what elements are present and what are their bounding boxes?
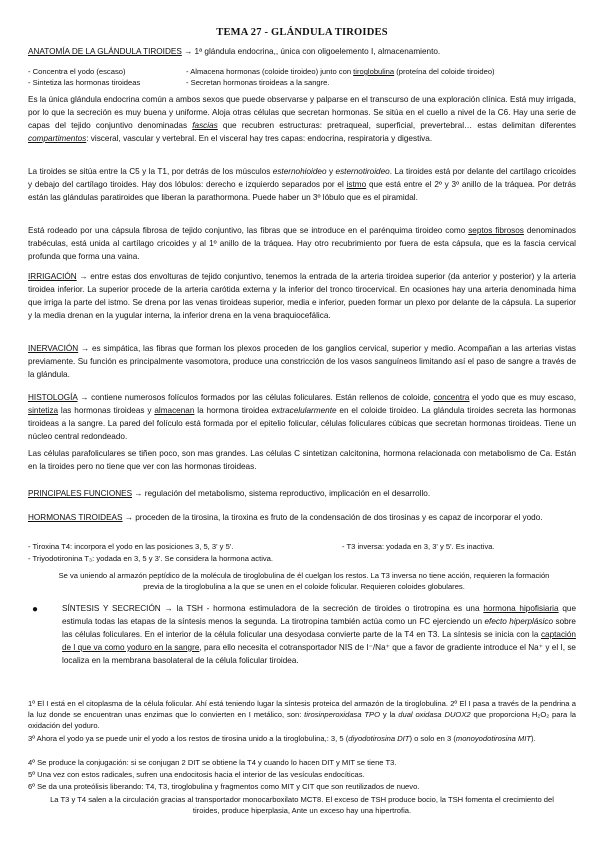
- sintetiza-term: sintetiza: [28, 405, 59, 415]
- paso-6: 6º Se da una proteólisis liberando: T4, T3, tiroglobulina y fragmentos como MIT y CIT que son reutilizados de nuevo.: [28, 782, 420, 791]
- almacenan-term: almacenan: [154, 405, 195, 415]
- histologia-text-d: la hormona tiroidea: [194, 405, 272, 415]
- hormona-t4: - Tiroxina T4: incorpora el yodo en las posiciones 3, 5, 3' y 5'.: [28, 542, 234, 551]
- irrigacion-text: → entre estas dos envolturas de tejido conjuntivo, tenemos la entrada de la arteria tiroidea superior (da anterior y posterior) y la arteria tiroidea inferior. La superior procede de la arteria carótida externa y la inferior del tronco tirocervical. En ocasiones hay una arteria denominada hima que irriga la parte del istmo. Se drena por las venas tiroideas superior, media e inferior, pueden formar un plexo por delante de la cápsula. La superior y la media drenan en la yugular interna, la inferior drena en la vena braquiocefálica.: [28, 272, 576, 320]
- paso-3-text-c: ).: [531, 734, 536, 743]
- irrigacion-section: [28, 271, 576, 323]
- efecto-hiperplasico-term: efecto hiperplásico: [484, 616, 553, 626]
- anatomia-p2-text-c: . La tiroides está por delante del cartílago cricoides y debajo del cartílago tiroides. Hay dos lóbulos: derecho e izquierdo separados por el: [28, 167, 576, 189]
- fascias-term: fascias: [192, 120, 218, 130]
- paso-1-text-b: y la: [380, 710, 399, 719]
- histologia-text-e: en el coloide tiroideo. La glándula tiroides secreta las hormonas tiroideas a la sangre. La pared del folículo está formada por el epitelio folicular, células foliculares cúbicas que secretan hormonas tiroideas. Tiene un núcleo central redondeado.: [28, 405, 577, 441]
- anatomia-bullet-4: - Secretan hormonas tiroideas a la sangre.: [186, 78, 330, 87]
- sintesis-text-c: sobre las células foliculares. En el interior de la célula folicular una desyodasa convierte parte de la T4 en T3. La síntesis se inicia con la: [62, 616, 576, 639]
- anatomia-p1-text-c: : visceral, vascular y vertebral. En el visceral hay tres capas: endocrina, respiratoria y digestiva.: [86, 133, 433, 143]
- anatomia-bullet-2-end: (proteína del coloide tiroideo): [394, 67, 495, 76]
- funciones-text: → regulación del metabolismo, sistema reproductivo, implicación en el desarrollo.: [132, 489, 431, 498]
- bullet-icon: ●: [32, 604, 39, 615]
- hormonas-text: → proceden de la tirosina, la tiroxina es fruto de la condensación de dos tirosinas y es capaz de incorporar el yodo.: [122, 513, 543, 522]
- sintesis-text-a: → la TSH - hormona estimuladora de la secreción de tiroides o tirotropina es una: [160, 604, 484, 613]
- page-title: TEMA 27 - GLÁNDULA TIROIDES: [216, 27, 388, 38]
- paso-4: 4º Se produce la conjugación: si se conjugan 2 DIT se obtiene la T4 y cuando lo hacen DIT y MIT se tiene T3.: [28, 758, 397, 767]
- anatomia-intro: 1ª glándula endocrina,, única con oligoelemento I, almacenamiento.: [194, 47, 441, 56]
- sintesis-text-b: que estimula todas las etapas de la síntesis menos la segunda. La tirotropina también actúa como un FC ejerciendo un: [62, 604, 577, 626]
- histologia-text-b: el yodo que es muy escaso,: [469, 393, 576, 402]
- paso-5: 5º Una vez con estos radicales, sufren una endocitosis hacia el interior de las vesículas endocíticas.: [28, 770, 365, 779]
- duox2-term: dual oxidasa DUOX2: [398, 710, 471, 719]
- anatomia-p2-text-d: que está entre el 2º y 3º anillo de la tráquea. Por detrás están las glándulas paratiroides que liberan la parathormona. Puede haber un 3º lóbulo que es el piramidal.: [28, 179, 576, 202]
- paso-1-text: 1º El I está en el citoplasma de la célula folicular. Ahí está teniendo lugar la síntesis proteica del armazón de la tiroglobulina. 2º El I pasa a través de la pendrina a la luz donde se encuentran unas enzimas que lo convierten en I metálico, son:: [28, 699, 576, 719]
- hormonas-heading: HORMONAS TIROIDEAS: [28, 513, 123, 522]
- hormona-t3: - Triyodotironina T₃: yodada en 3, 5 y 3'. Se considera la hormona activa.: [28, 554, 274, 563]
- extracelularmente-term: extracelularmente: [271, 405, 337, 415]
- anatomia-paragraph-2: [28, 166, 576, 205]
- histologia-heading: HISTOLOGÍA: [28, 393, 78, 402]
- anatomia-p3-text-b: denominados trabéculas, está unida al cartílago cricoides y al 1º anillo de la tráquea. Hay otro recubrimiento por fuera de esta cápsula, que es la fascia cervical profunda que forma una vaina.: [28, 226, 576, 261]
- anatomia-p1-text-a: Es la única glándula endocrina común a ambos sexos que puede observarse y palparse en el transcurso de una exploración clínica. Está muy irrigada, por lo que la secreción es muy buena y uniforme. Aloja otras células que secretan hormonas. Se sitúa en el cuello a nivel de la C6. Hay una serie de capas del tejido conjuntivo denominadas: [28, 95, 576, 130]
- anatomia-p2-text-a: La tiroides se sitúa entre la C5 y la T1, por detrás de los músculos: [28, 167, 273, 176]
- funciones-section: [28, 488, 430, 500]
- captacion-yoduro-term: captación de l que va como yoduro en la sangre: [62, 629, 576, 652]
- sintesis-section: [62, 603, 576, 668]
- irrigacion-heading: IRRIGACIÓN: [28, 272, 77, 281]
- hormonas-note: Se va uniendo al armazón peptídico de la molécula de tiroglobulina de él cuelgan los restos. La T3 inversa no tiene acción, requieren la formación previa de la tiroglobulina a la que se unen en el coloide folicular. Requieren coloides globulares.: [58, 571, 550, 591]
- sintesis-text-d: , para ello necesita el cotransportador NIS de I⁻/Na⁺ que a favor de gradiente introduce el Na⁺ y el I, se localiza en la membrana basolateral de la célula folicular tiroidea.: [62, 642, 576, 665]
- hormona-hipofisiaria-term: hormona hipofisiaria: [483, 604, 559, 613]
- hormona-t3-inversa: - T3 inversa: yodada en 3, 3' y 5'. Es inactiva.: [342, 542, 495, 551]
- paso-3-text-b: ) o solo en 3 (: [409, 734, 456, 743]
- esternohioideo-term: esternohioideo: [272, 167, 327, 176]
- tiroglobulina-term: tiroglobulina: [353, 67, 395, 76]
- inervacion-text: → es simpática, las fibras que forman los plexos proceden de los ganglios cervical, superior y medio. Acompañan a las arterias vistas previamente. Su función es principalmente vasomotora, produce una constricción de los vasos sanguíneos limitando así el paso de sangre a través de la glándula.: [28, 344, 576, 379]
- anatomia-bullet-3: - Sintetiza las hormonas tiroideas: [28, 78, 141, 87]
- mit-term: monoyodotirosina MIT: [455, 734, 532, 743]
- esternotiroideo-term: esternotiroideo: [335, 167, 390, 176]
- funciones-heading: PRINCIPALES FUNCIONES: [28, 489, 133, 498]
- concentra-term: concentra: [433, 393, 470, 402]
- anatomia-bullet-2: [186, 66, 495, 77]
- anatomia-bullet-1: - Concentra el yodo (escaso): [28, 67, 126, 76]
- histologia-text-c: las hormonas tiroideas y: [58, 405, 155, 415]
- anatomia-p1-text-b: que recubren estructuras: pretraqueal, superficial, prevertebral… estas delimitan diferentes: [217, 120, 577, 130]
- septos-term: septos fibrosos: [468, 226, 524, 235]
- anatomia-paragraph-3: [28, 225, 576, 264]
- dit-term: diyodotirosina DIT: [348, 734, 410, 743]
- anatomia-heading: ANATOMÍA DE LA GLÁNDULA TIROIDES: [28, 47, 182, 56]
- anatomia-p2-text-b: y: [326, 167, 336, 176]
- inervacion-section: [28, 343, 576, 382]
- anatomia-paragraph-1: [28, 94, 576, 146]
- histologia-paragraph-2: Las células parafoliculares se tiñen poco, son mas grandes. Las células C sintetizan calcitonina, hormona relacionada con metabolismo de Ca. Están en la tiroides pero no tiene que ver con las hormonas tiroideas.: [28, 449, 576, 471]
- sintesis-heading: SÍNTESIS Y SECRECIÓN: [62, 604, 161, 613]
- istmo-term: istmo: [346, 179, 367, 189]
- paso-1-text-c: que proporciona H₂O₂ para la oxidación del yoduro.: [28, 710, 576, 730]
- compartimentos-term: compartimentos: [28, 133, 87, 143]
- hormonas-section: [28, 512, 576, 525]
- anatomia-bullet-2-text: - Almacena hormonas (coloide tiroideo) junto con: [186, 67, 354, 76]
- paso-3: [28, 733, 576, 744]
- paso-1-2: [28, 698, 576, 731]
- histologia-text-a: → contiene numerosos folículos formados por las células foliculares. Están rellenos de coloide,: [77, 393, 434, 402]
- paso-3-text: 3º Ahora el yodo ya se puede unir el yodo a los restos de tirosina unido a la tiroglobulina,: 3, 5 (: [28, 734, 349, 743]
- anatomia-p3-text-a: Está rodeado por una cápsula fibrosa de tejido conjuntivo, las fibras que se introduce en el parénquima tiroideo como: [28, 226, 469, 235]
- histologia-section: [28, 392, 576, 444]
- inervacion-heading: INERVACIÓN: [28, 344, 79, 353]
- arrow: →: [181, 47, 195, 56]
- tpo-term: tirosinperoxidasa TPO: [304, 710, 381, 719]
- anatomia-intro-line: [28, 46, 440, 58]
- final-note: La T3 y T4 salen a la circulación gracias al transportador monocarboxilato MCT8. El exceso de TSH produce bocio, la TSH fomenta el crecimiento del tiroides, produce hiperplasia, Ante un exceso hay una hipertrofia.: [50, 795, 554, 815]
